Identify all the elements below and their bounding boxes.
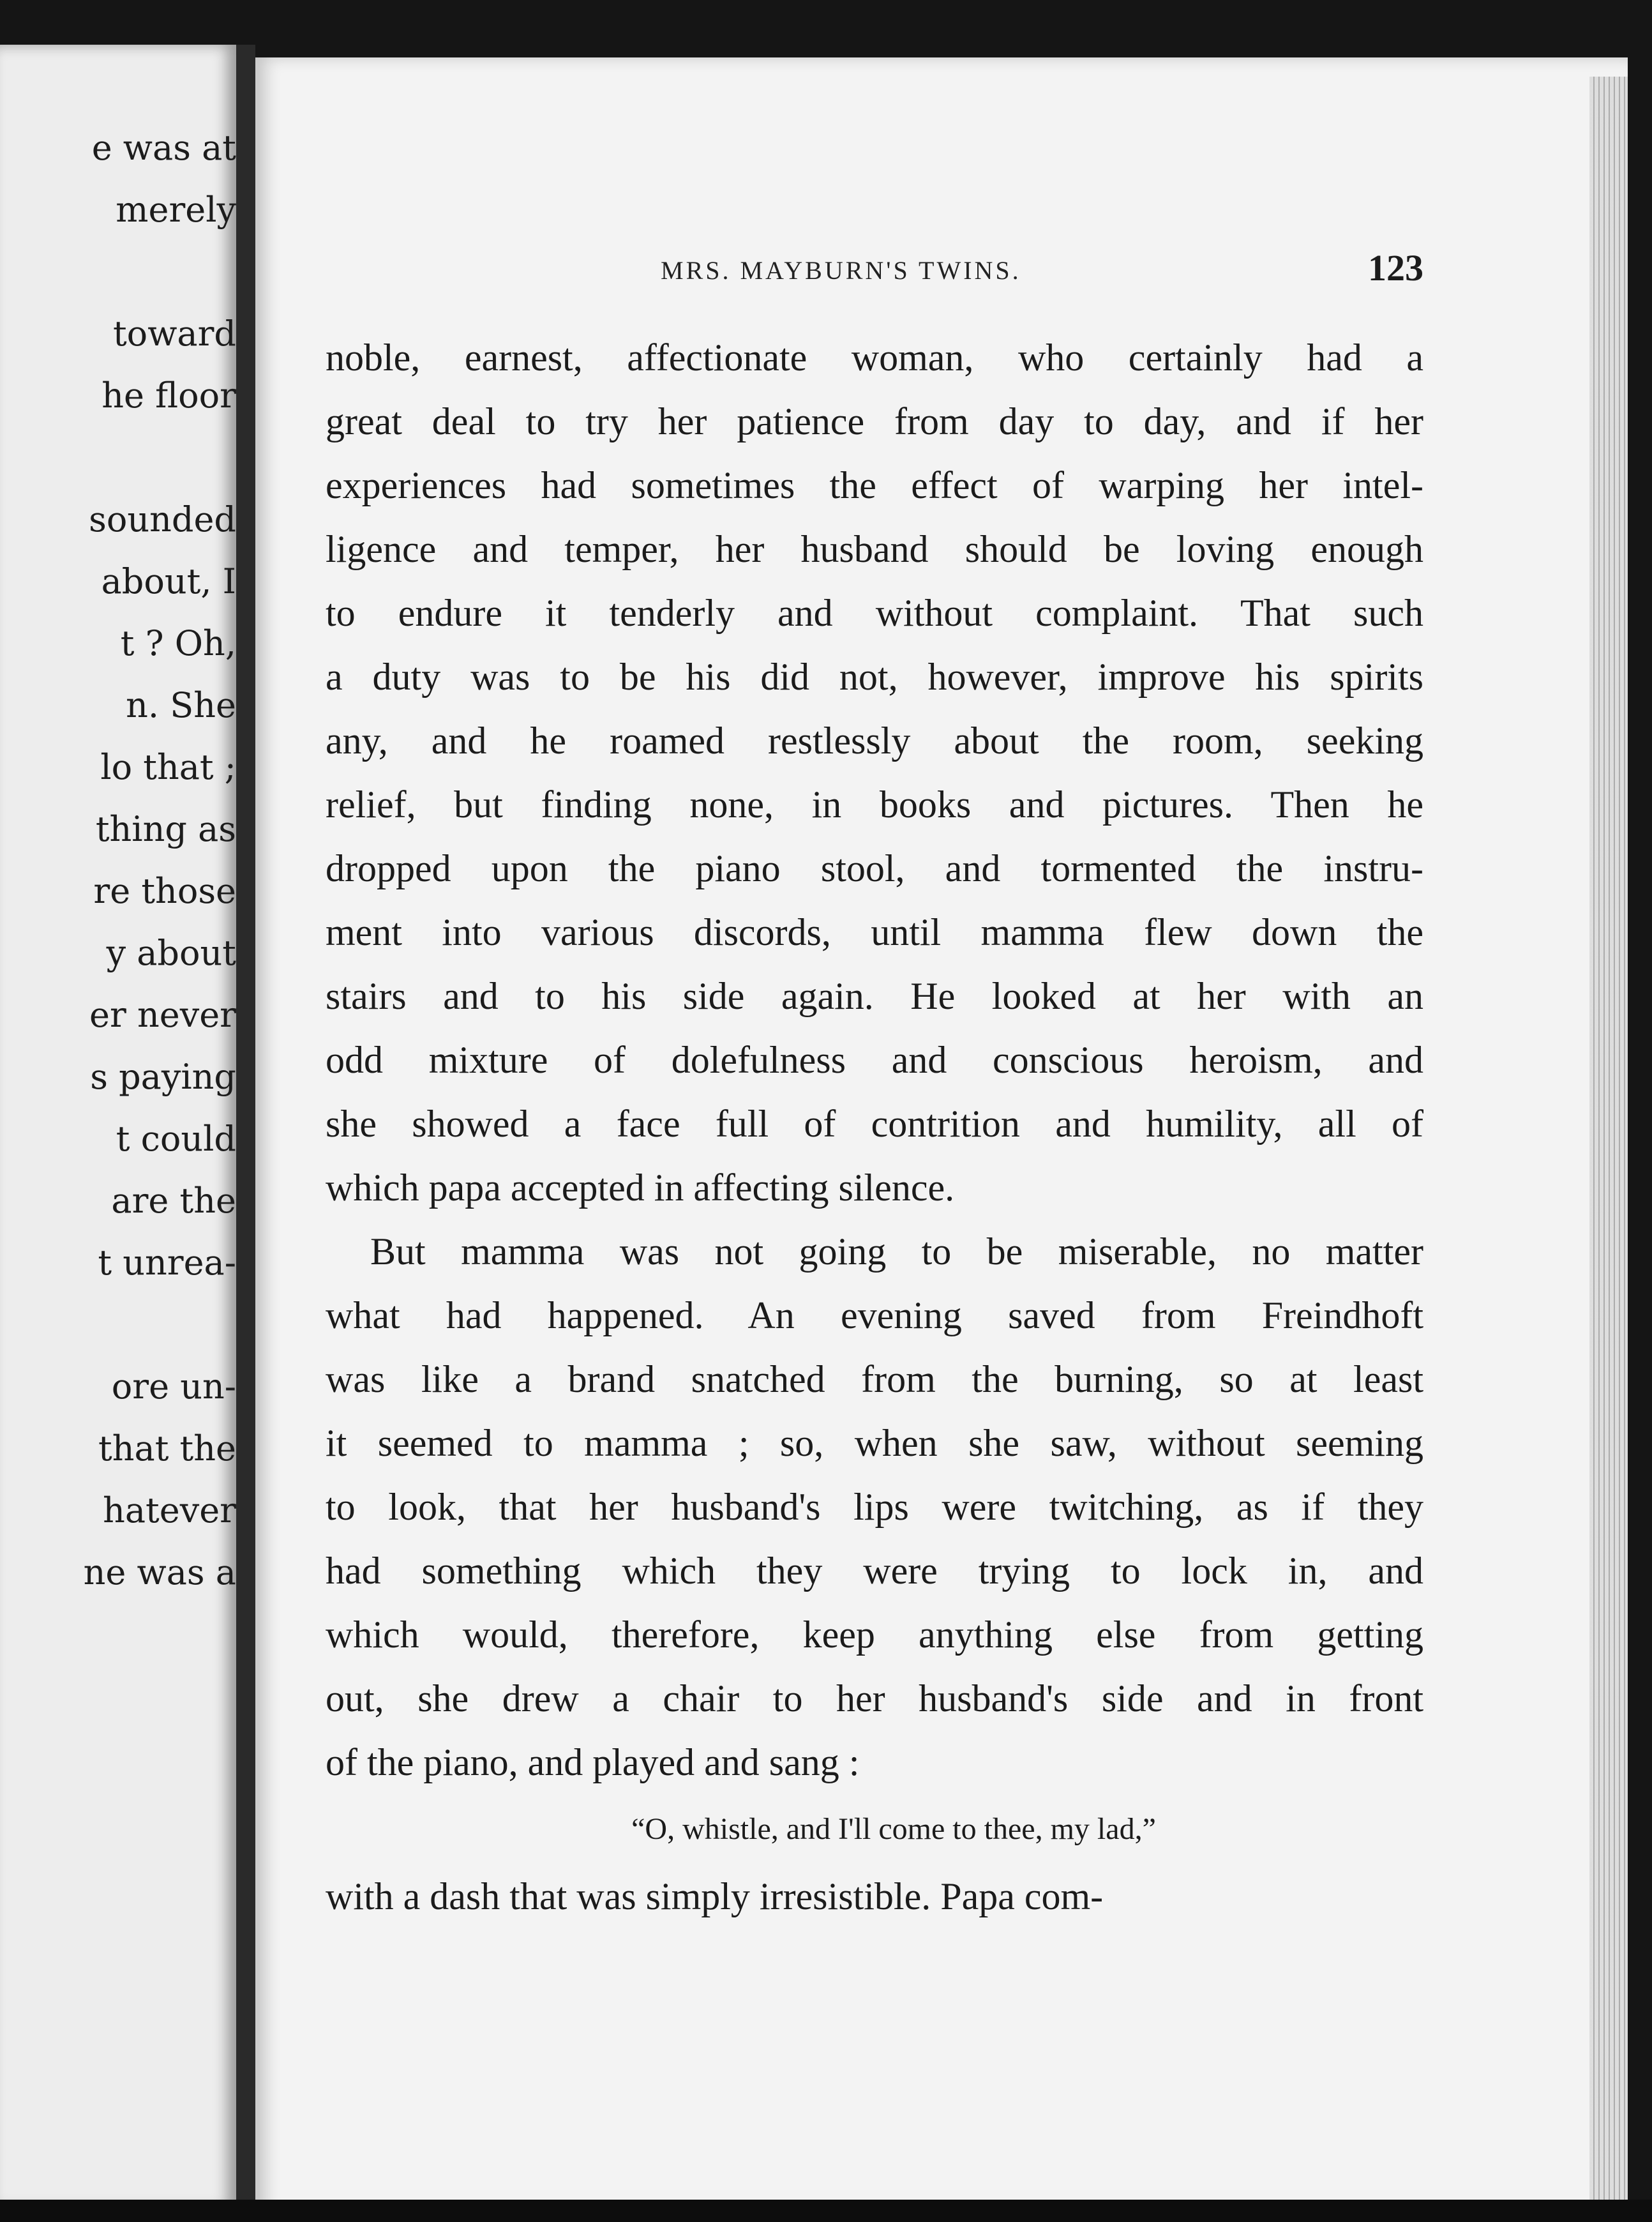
book-gutter [236, 45, 255, 2209]
previous-page [0, 45, 236, 2209]
text-line: stairs and to his side again. He looked at her with an [326, 975, 1423, 1017]
text-line: out, she drew a chair to her husband's side and in front [326, 1677, 1423, 1719]
previous-page-line: thing as [95, 809, 236, 849]
previous-page-line: are the [111, 1181, 236, 1221]
previous-page-line: about, I [101, 561, 236, 601]
previous-page-line: toward [112, 314, 236, 354]
text-line: But mamma was not going to be miserable, no matter [370, 1230, 1423, 1273]
text-line: experiences had sometimes the effect of warping her intel- [326, 464, 1423, 506]
text-line: odd mixture of dolefulness and conscious heroism, and [326, 1039, 1423, 1081]
text-line: was like a brand snatched from the burning, so at least [326, 1358, 1423, 1400]
text-line: ligence and temper, her husband should be loving enough [326, 528, 1423, 570]
previous-page-line: re those [93, 871, 236, 911]
running-head [326, 243, 1423, 326]
previous-page-line: merely [116, 190, 236, 230]
text-line: ment into various discords, until mamma flew down the [326, 911, 1423, 953]
previous-page-line: he floor [101, 375, 236, 416]
text-line: to endure it tenderly and without complaint. That such [326, 592, 1423, 634]
page-content [326, 243, 1423, 1928]
text-line: dropped upon the piano stool, and tormented the instru- [326, 847, 1423, 889]
previous-page-line: hatever [103, 1490, 236, 1530]
text-line: it seemed to mamma ; so, when she saw, without seeming [326, 1422, 1423, 1464]
text-line: any, and he roamed restlessly about the room, seeking [326, 720, 1423, 762]
paragraph-1 [326, 326, 1423, 1220]
verse-quotation: “O, whistle, and I'll come to thee, my lad,” [631, 1812, 1156, 1846]
previous-page-line: e was at [91, 128, 236, 168]
current-page [255, 57, 1628, 2216]
previous-page-line: t unrea- [98, 1243, 236, 1283]
previous-page-line: s paying [90, 1057, 236, 1097]
previous-page-line: n. She [126, 685, 236, 725]
running-title: MRS. MAYBURN'S TWINS. [661, 256, 1021, 285]
text-line: to look, that her husband's lips were twitching, as if they [326, 1486, 1423, 1528]
text-line: relief, but finding none, in books and pictures. Then he [326, 783, 1423, 826]
text-line: had something which they were trying to lock in, and [326, 1550, 1423, 1592]
previous-page-line: ore un- [111, 1366, 236, 1407]
previous-page-line: sounded [89, 499, 236, 540]
previous-page-line: y about [106, 933, 236, 973]
text-line: what had happened. An evening saved from Freindhoft [326, 1294, 1423, 1336]
previous-page-line: that the [98, 1428, 236, 1469]
text-line: a duty was to be his did not, however, improve his spirits [326, 656, 1423, 698]
previous-page-line: lo that ; [100, 747, 236, 787]
previous-page-line: ne was a [83, 1552, 236, 1592]
paragraph-2 [326, 1220, 1423, 1794]
text-line: noble, earnest, affectionate woman, who certainly had a [326, 336, 1423, 379]
text-line: which would, therefore, keep anything else from getting [326, 1614, 1423, 1656]
text-line: she showed a face full of contrition and humility, all of [326, 1103, 1423, 1145]
previous-page-line: t could [116, 1119, 236, 1159]
closing-line: with a dash that was simply irresistible. Papa com- [326, 1875, 1104, 1917]
previous-page-line: t ? Oh, [120, 623, 236, 663]
previous-page-line: er never [89, 995, 236, 1035]
scan-border [0, 2200, 1652, 2222]
page-edges [1589, 77, 1628, 2209]
page-number: 123 [1368, 247, 1423, 289]
text-line: of the piano, and played and sang : [326, 1741, 860, 1783]
text-line: great deal to try her patience from day to day, and if her [326, 400, 1423, 442]
text-line: which papa accepted in affecting silence. [326, 1167, 955, 1209]
